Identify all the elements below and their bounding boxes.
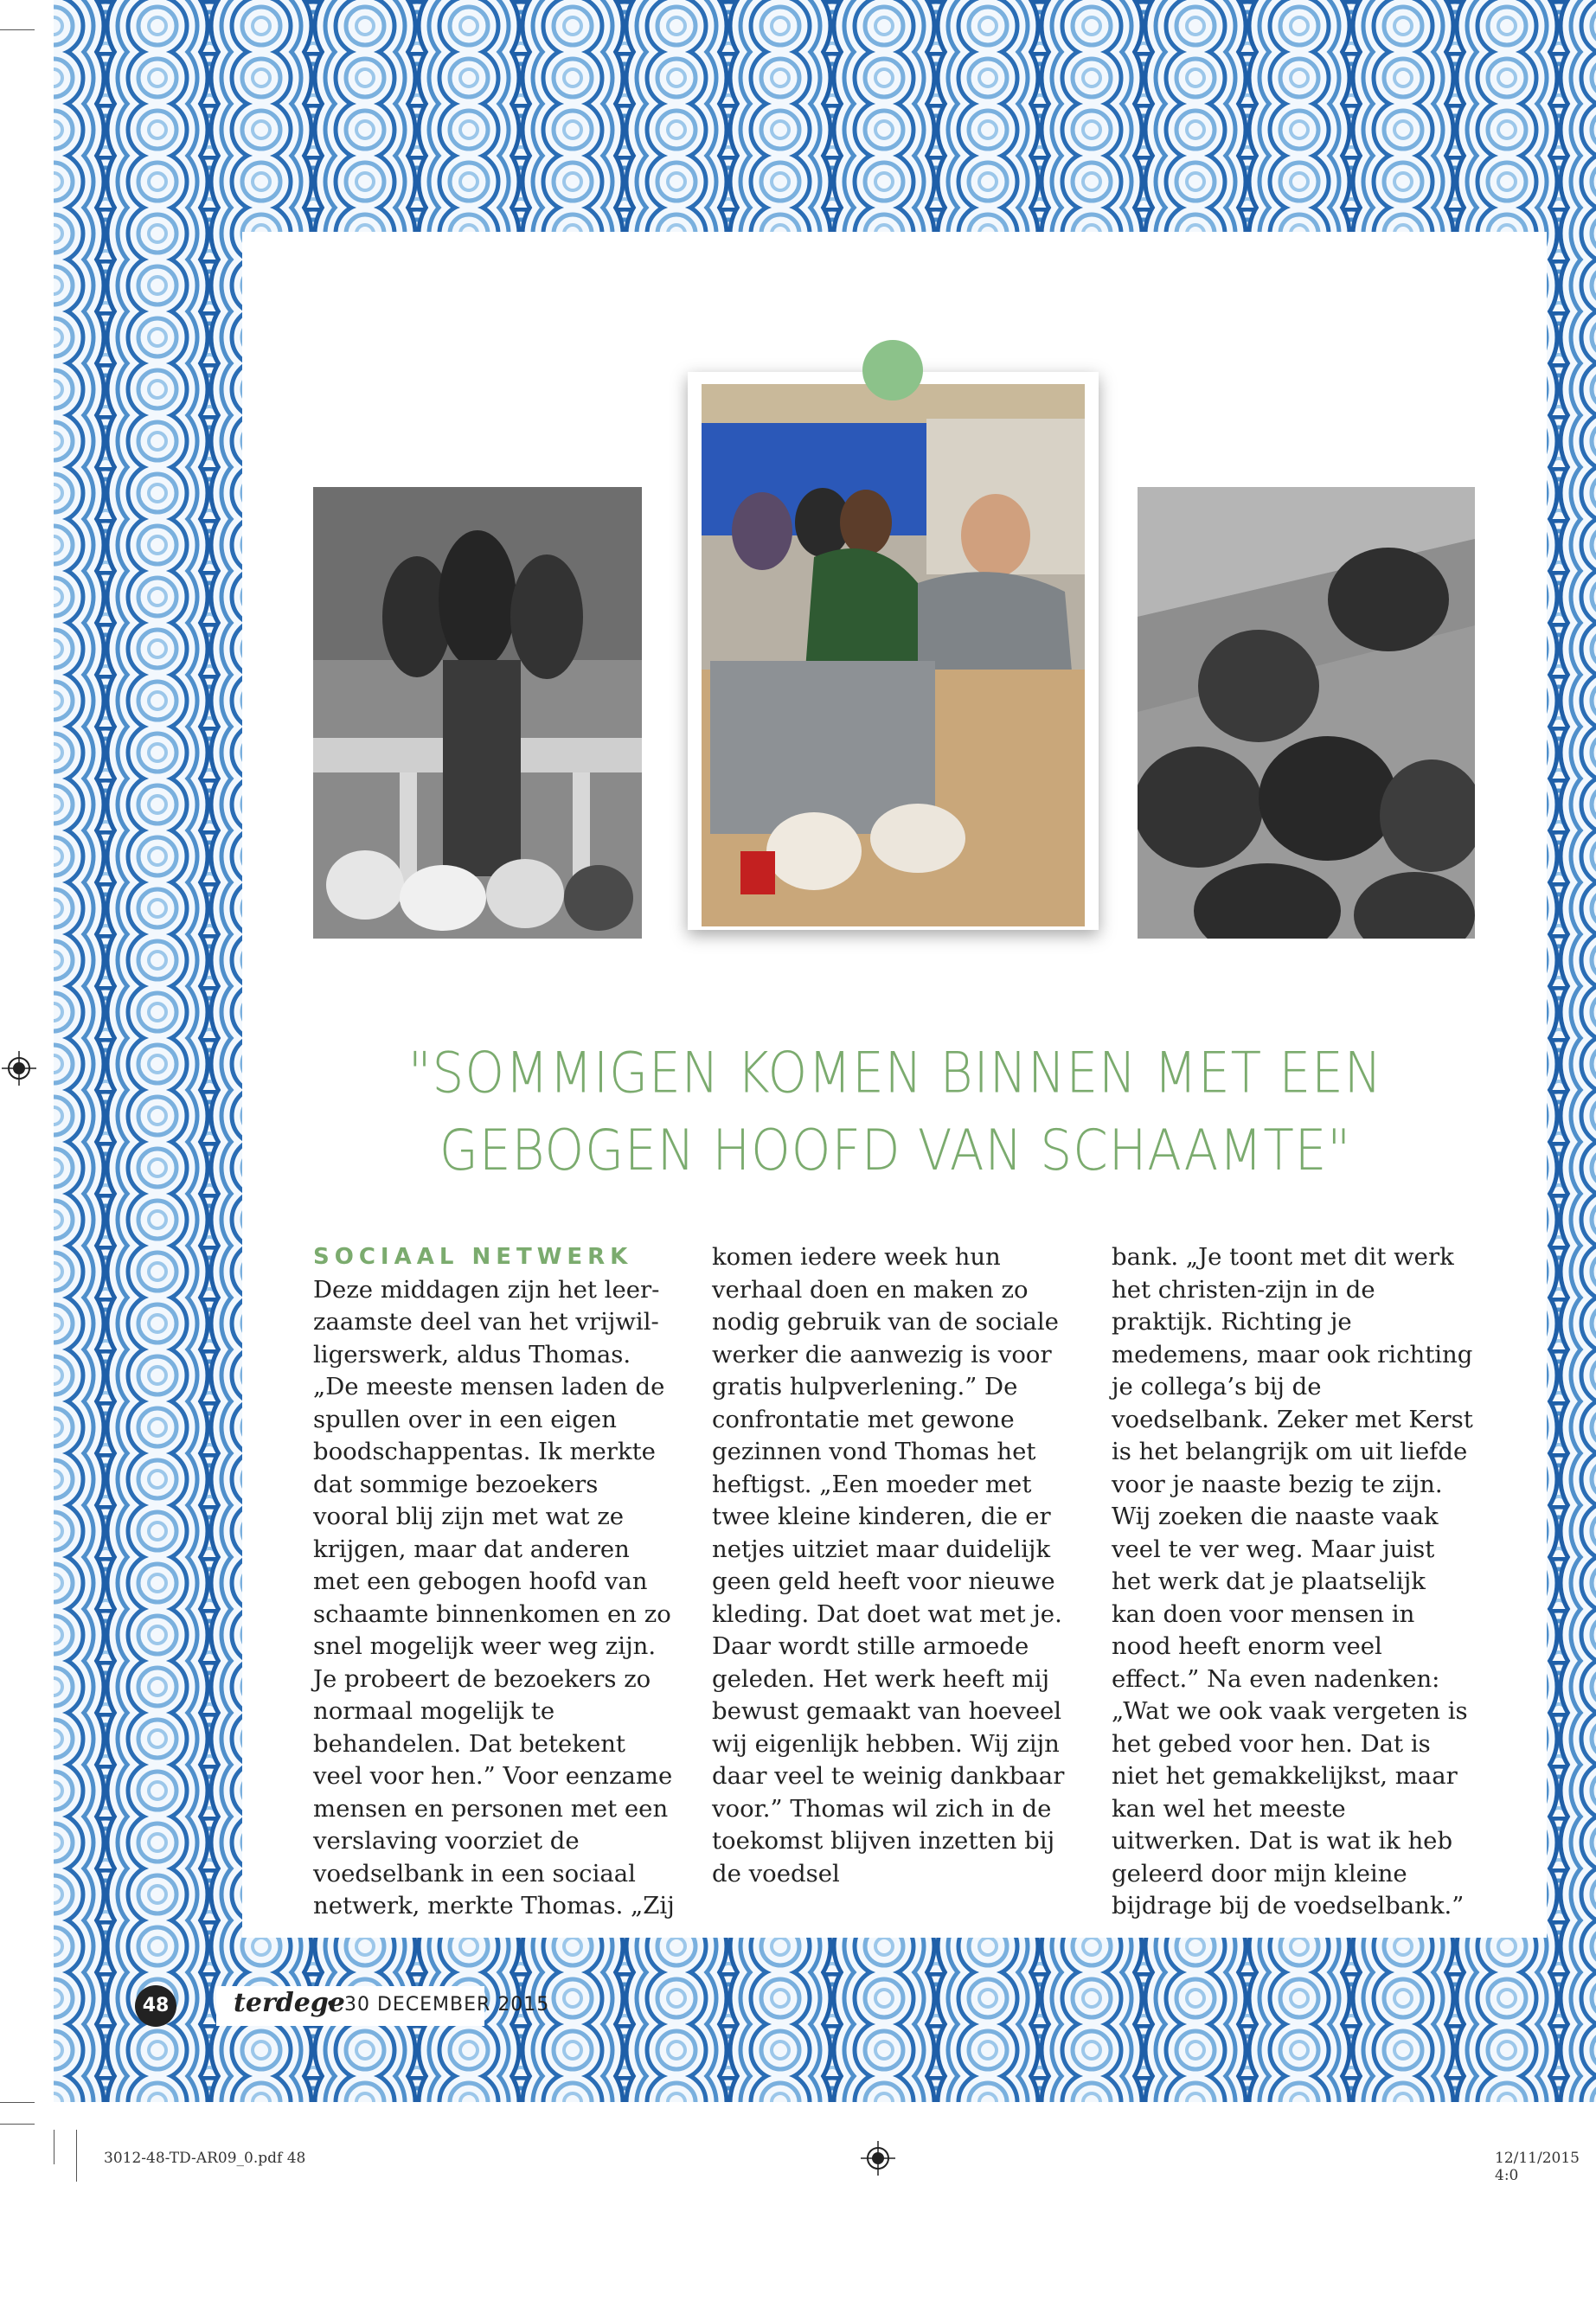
photo-thomas-packing xyxy=(688,372,1099,930)
article-text: komen iedere week hun verhaal doen en maken zo nodig gebruik van de sociale werker die aanwezig is voor gratis hulpverlening.” De confrontatie met gewone gezinnen vond Thomas het heftigst. „Een moeder met twee kleine kinderen, die er netjes uitziet maar duidelijk geen geld heeft voor nieuwe kleding. Dat doet wat met je. Daar wordt stille armoede geleden. Het werk heeft mij bewust gemaakt van hoeveel wij eigenlijk hebben. Wij zijn daar veel te weinig dankbaar voor.” Thomas wil zich in de toekomst blijven inzetten bij de voedsel xyxy=(712,1243,1065,1888)
article-column-2 xyxy=(712,1241,1075,1890)
article-text: bank. „Je toont met dit werk het christen-zijn in de praktijk. Richting je medemens, maar ook richting je collega’s bij de voedselbank. Zeker met Kerst is het belangrijk om uit liefde voor je naaste bezig te zijn. Wij zoeken die naaste vaak veel te ver weg. Maar juist het werk dat je plaatselijk kan doen voor mensen in nood heeft enorm veel effect.” Na even nadenken: „Wat we ook vaak vergeten is het gebed voor hen. Dat is niet het gemakkelijkst, maar kan wel het meeste uitwerken. Dat is wat ik heb geleerd door mijn kleine bijdrage bij de voedselbank.” xyxy=(1112,1243,1473,1920)
slug-filename: 3012-48-TD-AR09_0.pdf 48 xyxy=(104,2150,306,2167)
pull-quote-line-1: "SOMMIGEN KOMEN BINNEN MET EEN xyxy=(407,1040,1383,1106)
page-number: 48 xyxy=(135,1985,176,2027)
slug-date: 12/11/2015 4:0 xyxy=(1495,2150,1580,2184)
section-heading: SOCIAAL NETWERK xyxy=(313,1244,633,1270)
decorative-pin xyxy=(862,340,923,401)
article-column-3 xyxy=(1112,1241,1475,1923)
pull-quote xyxy=(363,1034,1427,1189)
magazine-name: terdege xyxy=(234,1988,345,2018)
pull-quote-line-2: GEBOGEN HOOFD VAN SCHAAMTE" xyxy=(439,1117,1352,1183)
crop-mark xyxy=(0,2124,35,2125)
registration-mark xyxy=(861,2141,895,2176)
article-text: Deze middagen zijn het leerzaamste deel van het vrijwilligerswerk, aldus Thomas. „De meeste mensen laden de spullen over in een eigen boodschappentas. Ik merkte dat sommige bezoekers vooral blij zijn met wat ze krijgen, maar dat anderen met een gebogen hoofd van schaamte binnenkomen en zo snel mogelijk weer weg zijn. Je probeert de bezoekers zo normaal mogelijk te behandelen. Dat betekent veel voor hen.” Voor eenzame mensen en personen met een verslaving voorziet de voedselbank in een sociaal netwerk, merkte Thomas. „Zij xyxy=(313,1275,675,1920)
registration-mark xyxy=(2,1051,36,1086)
article-column-1 xyxy=(313,1241,676,1923)
issue-date: • 30 DECEMBER 2015 xyxy=(325,1994,550,2016)
crop-mark xyxy=(0,29,35,30)
crop-mark xyxy=(0,2102,35,2103)
photo-volunteers-table xyxy=(313,487,642,939)
crop-mark xyxy=(76,2130,77,2182)
photo-cabbages xyxy=(1138,487,1475,939)
